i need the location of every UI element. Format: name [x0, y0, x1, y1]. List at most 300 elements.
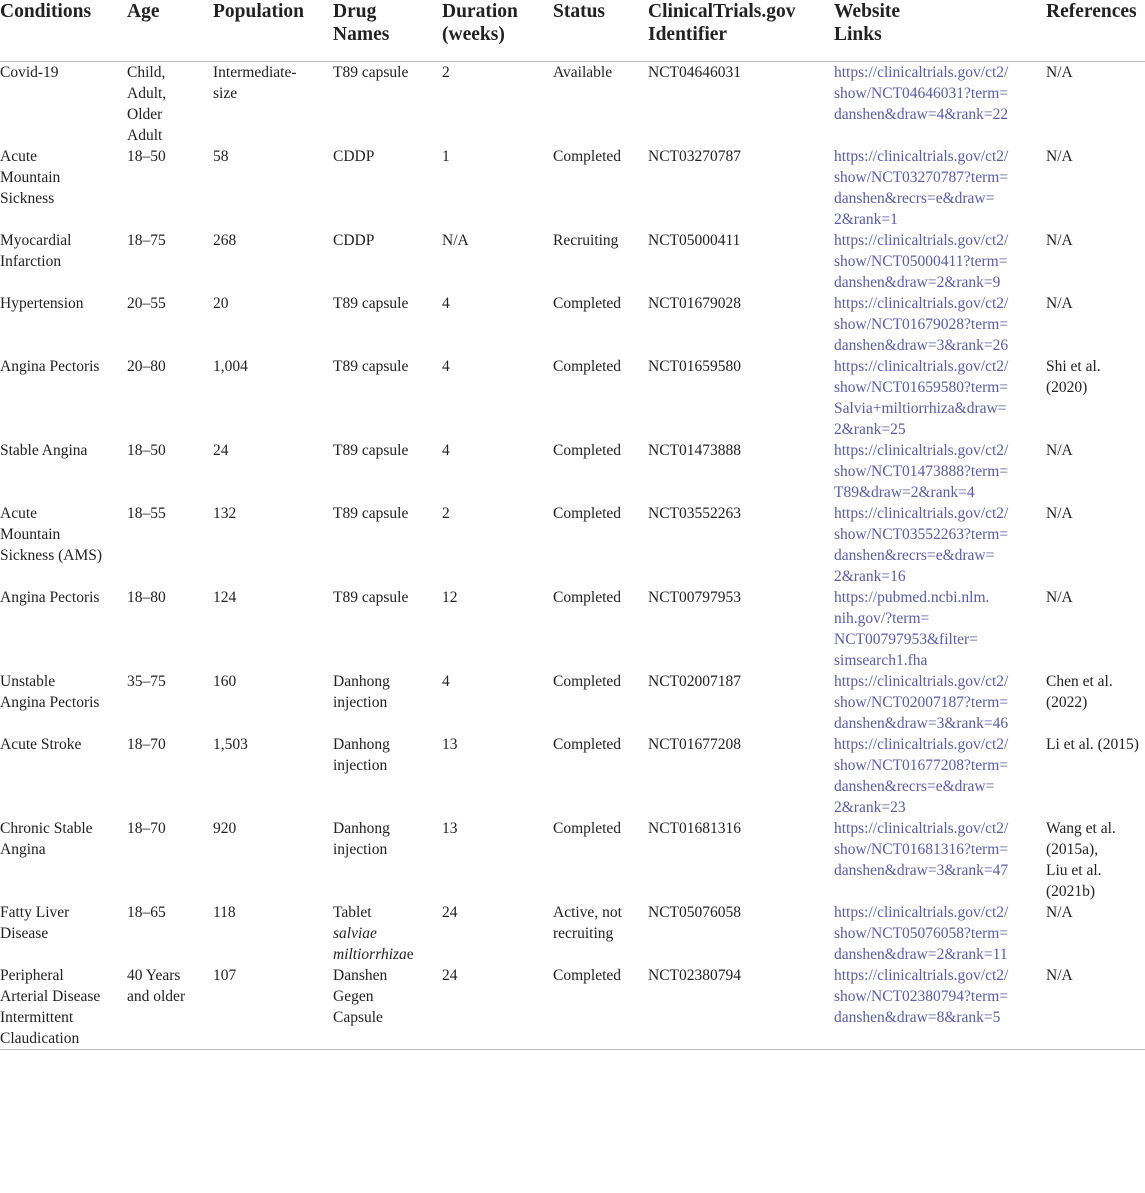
cell-identifier-value: NCT05076058 — [648, 904, 741, 921]
cell-duration-value: 13 — [442, 736, 458, 753]
cell-drug-name — [333, 503, 442, 587]
cell-condition-line: Disease — [0, 925, 49, 942]
cell-website-link-line[interactable]: https://clinicaltrials.gov/ct2/ — [834, 295, 1009, 312]
cell-population — [213, 293, 333, 356]
cell-age — [127, 965, 213, 1049]
cell-website-link-line[interactable]: danshen&recrs=e&draw= — [834, 778, 995, 795]
cell-drug-name — [333, 965, 442, 1049]
cell-age-line: 20–80 — [127, 358, 166, 375]
cell-identifier-value: NCT00797953 — [648, 589, 741, 606]
cell-age — [127, 818, 213, 902]
cell-website-link[interactable] — [834, 587, 1046, 671]
cell-website-link-line[interactable]: danshen&recrs=e&draw= — [834, 190, 995, 207]
table-row — [0, 62, 1145, 147]
cell-references — [1046, 818, 1145, 902]
cell-duration-value: 4 — [442, 295, 450, 312]
header-status: Status — [553, 0, 648, 62]
cell-population-line: 268 — [213, 232, 237, 249]
cell-condition — [0, 671, 127, 734]
cell-age-line: 18–55 — [127, 505, 166, 522]
cell-status-line: Completed — [553, 442, 622, 459]
cell-drug-name-line: Danhong — [333, 673, 390, 690]
cell-references-line: Wang et al. — [1046, 820, 1116, 837]
cell-website-link[interactable] — [834, 146, 1046, 230]
cell-drug-name — [333, 146, 442, 230]
cell-age-line: 18–70 — [127, 820, 166, 837]
cell-identifier — [648, 671, 834, 734]
cell-duration — [442, 440, 553, 503]
table-bottom-rule — [0, 1049, 1145, 1050]
cell-age-line: Adult, — [127, 85, 167, 102]
cell-status-line: recruiting — [553, 925, 614, 942]
cell-references — [1046, 671, 1145, 734]
cell-duration-value: 24 — [442, 904, 458, 921]
header-identifier: ClinicalTrials.gov Identifier — [648, 0, 834, 62]
cell-age-line: 18–65 — [127, 904, 166, 921]
cell-condition — [0, 146, 127, 230]
cell-condition-line: Acute — [0, 148, 38, 165]
cell-references-line: Shi et al. — [1046, 358, 1101, 375]
cell-duration-value: 4 — [442, 358, 450, 375]
cell-status-line: Completed — [553, 673, 622, 690]
cell-identifier-value: NCT03552263 — [648, 505, 741, 522]
cell-website-link-line[interactable]: show/NCT03552263?term= — [834, 526, 1009, 543]
cell-identifier — [648, 440, 834, 503]
table-row — [0, 587, 1145, 671]
cell-age — [127, 503, 213, 587]
cell-references-line: N/A — [1046, 232, 1073, 249]
table-row — [0, 503, 1145, 587]
cell-identifier — [648, 587, 834, 671]
cell-status — [553, 293, 648, 356]
cell-identifier-value: NCT01473888 — [648, 442, 741, 459]
cell-website-link-line[interactable]: simsearch1.fha — [834, 652, 928, 669]
cell-status — [553, 356, 648, 440]
cell-drug-name-line: Danshen — [333, 967, 388, 984]
cell-duration — [442, 902, 553, 965]
cell-drug-name-line: Gegen — [333, 988, 374, 1005]
cell-website-link-line[interactable]: 2&rank=1 — [834, 211, 898, 228]
cell-status — [553, 734, 648, 818]
cell-population — [213, 356, 333, 440]
cell-status-line: Completed — [553, 589, 622, 606]
cell-status — [553, 62, 648, 147]
cell-website-link-line[interactable]: show/NCT04646031?term= — [834, 85, 1009, 102]
cell-website-link-line[interactable]: show/NCT01681316?term= — [834, 841, 1009, 858]
cell-age — [127, 440, 213, 503]
cell-website-link-line[interactable]: T89&draw=2&rank=4 — [834, 484, 975, 501]
cell-website-link-line[interactable]: Salvia+miltiorrhiza&draw= — [834, 400, 1007, 417]
cell-drug-name-line: CDDP — [333, 232, 375, 249]
cell-condition-line: Covid-19 — [0, 64, 59, 81]
cell-website-link[interactable] — [834, 671, 1046, 734]
cell-identifier-value: NCT01659580 — [648, 358, 741, 375]
cell-drug-name-line: injection — [333, 757, 388, 774]
cell-references — [1046, 230, 1145, 293]
cell-drug-name-suffix: e — [406, 946, 414, 963]
cell-identifier — [648, 62, 834, 147]
cell-website-link[interactable] — [834, 440, 1046, 503]
cell-population-line: 107 — [213, 967, 237, 984]
cell-drug-name-line: T89 capsule — [333, 295, 409, 312]
cell-population-line: 124 — [213, 589, 237, 606]
cell-references-line: Chen et al. — [1046, 673, 1113, 690]
cell-age — [127, 230, 213, 293]
cell-population — [213, 587, 333, 671]
cell-status-line: Completed — [553, 505, 622, 522]
cell-population-line: 58 — [213, 148, 229, 165]
table-row — [0, 734, 1145, 818]
cell-condition — [0, 965, 127, 1049]
cell-condition-line: Arterial Disease — [0, 988, 101, 1005]
cell-website-link[interactable] — [834, 818, 1046, 902]
cell-identifier — [648, 902, 834, 965]
cell-references — [1046, 293, 1145, 356]
cell-references — [1046, 734, 1145, 818]
cell-population — [213, 230, 333, 293]
cell-condition-line: Mountain — [0, 169, 61, 186]
cell-website-link-line[interactable]: https://clinicaltrials.gov/ct2/ — [834, 967, 1009, 984]
cell-website-link-line[interactable]: https://clinicaltrials.gov/ct2/ — [834, 64, 1009, 81]
cell-identifier — [648, 356, 834, 440]
header-age: Age — [127, 0, 213, 62]
cell-website-link-line[interactable]: https://clinicaltrials.gov/ct2/ — [834, 505, 1009, 522]
cell-condition-line: Fatty Liver — [0, 904, 70, 921]
cell-drug-name-italic: miltiorrhiza — [333, 946, 407, 963]
cell-drug-name — [333, 62, 442, 147]
cell-website-link-line[interactable]: https://clinicaltrials.gov/ct2/ — [834, 736, 1009, 753]
header-duration: Duration (weeks) — [442, 0, 553, 62]
cell-age — [127, 146, 213, 230]
cell-drug-name — [333, 818, 442, 902]
cell-website-link-line[interactable]: danshen&recrs=e&draw= — [834, 547, 995, 564]
cell-website-link-line[interactable]: danshen&draw=3&rank=26 — [834, 337, 1009, 354]
cell-condition-line: Angina Pectoris — [0, 694, 100, 711]
cell-age-line: 40 Years — [127, 967, 181, 984]
cell-references-line: (2021b) — [1046, 883, 1096, 900]
cell-references-line: N/A — [1046, 148, 1073, 165]
cell-duration — [442, 818, 553, 902]
cell-status — [553, 146, 648, 230]
cell-website-link-line[interactable]: show/NCT01677208?term= — [834, 757, 1009, 774]
cell-status — [553, 818, 648, 902]
cell-references — [1046, 965, 1145, 1049]
cell-status-line: Completed — [553, 148, 622, 165]
cell-age-line: and older — [127, 988, 186, 1005]
cell-duration-value: 1 — [442, 148, 450, 165]
cell-drug-name — [333, 230, 442, 293]
cell-population-line: 20 — [213, 295, 229, 312]
cell-drug-name-line: Danhong — [333, 820, 390, 837]
cell-website-link-line[interactable]: https://clinicaltrials.gov/ct2/ — [834, 232, 1009, 249]
cell-drug-name-line: injection — [333, 841, 388, 858]
cell-condition-line: Sickness (AMS) — [0, 547, 103, 564]
cell-age-line: 18–50 — [127, 148, 166, 165]
cell-age — [127, 356, 213, 440]
table-row — [0, 356, 1145, 440]
cell-identifier — [648, 293, 834, 356]
cell-population-line: size — [213, 85, 238, 102]
cell-population — [213, 734, 333, 818]
cell-website-link-line[interactable]: danshen&draw=2&rank=11 — [834, 946, 1008, 963]
cell-duration — [442, 62, 553, 147]
cell-population — [213, 965, 333, 1049]
cell-references-line: (2015a), — [1046, 841, 1099, 858]
cell-condition-line: Infarction — [0, 253, 62, 270]
cell-references-line: (2020) — [1046, 379, 1088, 396]
table-row — [0, 440, 1145, 503]
cell-population-line: 118 — [213, 904, 236, 921]
cell-duration-value: 2 — [442, 64, 450, 81]
cell-condition-line: Chronic Stable — [0, 820, 93, 837]
cell-references-line: N/A — [1046, 967, 1073, 984]
cell-age-line: 18–50 — [127, 442, 166, 459]
cell-duration — [442, 230, 553, 293]
table-row — [0, 902, 1145, 965]
cell-condition-line: Acute — [0, 505, 38, 522]
cell-population — [213, 902, 333, 965]
table-row — [0, 146, 1145, 230]
cell-references-line: (2022) — [1046, 694, 1088, 711]
cell-condition — [0, 230, 127, 293]
cell-age — [127, 62, 213, 147]
cell-condition — [0, 356, 127, 440]
cell-website-link-line[interactable]: https://clinicaltrials.gov/ct2/ — [834, 820, 1009, 837]
cell-status — [553, 503, 648, 587]
cell-website-link-line[interactable]: nih.gov/?term= — [834, 610, 930, 627]
cell-status — [553, 587, 648, 671]
cell-website-link[interactable] — [834, 965, 1046, 1049]
cell-condition-line: Angina Pectoris — [0, 358, 100, 375]
cell-duration-value: 12 — [442, 589, 458, 606]
cell-references — [1046, 146, 1145, 230]
cell-drug-name-line: CDDP — [333, 148, 375, 165]
cell-website-link[interactable] — [834, 356, 1046, 440]
cell-population — [213, 440, 333, 503]
cell-website-link-line[interactable]: show/NCT01473888?term= — [834, 463, 1009, 480]
cell-website-link[interactable] — [834, 62, 1046, 147]
cell-population-line: 132 — [213, 505, 237, 522]
cell-website-link-line[interactable]: https://clinicaltrials.gov/ct2/ — [834, 673, 1009, 690]
cell-duration — [442, 146, 553, 230]
cell-website-link-line[interactable]: NCT00797953&filter= — [834, 631, 978, 648]
cell-website-link-line[interactable]: https://clinicaltrials.gov/ct2/ — [834, 442, 1009, 459]
cell-status-line: Available — [553, 64, 613, 81]
cell-age-line: 18–70 — [127, 736, 166, 753]
header-population: Population — [213, 0, 333, 62]
cell-identifier-value: NCT04646031 — [648, 64, 741, 81]
table-row — [0, 818, 1145, 902]
cell-drug-name-line: Tablet — [333, 904, 372, 921]
cell-website-link[interactable] — [834, 503, 1046, 587]
cell-status-line: Recruiting — [553, 232, 619, 249]
cell-age-line: Adult — [127, 127, 163, 144]
cell-identifier-value: NCT05000411 — [648, 232, 741, 249]
cell-condition-line: Intermittent — [0, 1009, 74, 1026]
table-row — [0, 671, 1145, 734]
cell-duration — [442, 293, 553, 356]
cell-condition-line: Acute Stroke — [0, 736, 82, 753]
cell-condition-line: Hypertension — [0, 295, 84, 312]
table-row — [0, 230, 1145, 293]
cell-references-line: N/A — [1046, 295, 1073, 312]
cell-age-line: 18–80 — [127, 589, 166, 606]
cell-drug-name-line: T89 capsule — [333, 442, 409, 459]
cell-population — [213, 671, 333, 734]
cell-duration-value: 24 — [442, 967, 458, 984]
cell-website-link-line[interactable]: 2&rank=25 — [834, 421, 906, 438]
cell-condition-line: Peripheral — [0, 967, 64, 984]
cell-condition-line: Claudication — [0, 1030, 80, 1047]
header-conditions: Conditions — [0, 0, 127, 62]
cell-website-link-line[interactable]: https://clinicaltrials.gov/ct2/ — [834, 358, 1009, 375]
cell-condition-line: Stable Angina — [0, 442, 88, 459]
cell-drug-name — [333, 671, 442, 734]
cell-references-line: N/A — [1046, 505, 1073, 522]
cell-website-link-line[interactable]: https://pubmed.ncbi.nlm. — [834, 589, 990, 606]
cell-duration — [442, 356, 553, 440]
cell-condition-line: Angina Pectoris — [0, 589, 100, 606]
cell-condition-line: Unstable — [0, 673, 56, 690]
cell-identifier-value: NCT02380794 — [648, 967, 741, 984]
cell-references-line: Li et al. (2015) — [1046, 736, 1139, 753]
cell-status — [553, 965, 648, 1049]
header-references: References — [1046, 0, 1145, 62]
table-row — [0, 293, 1145, 356]
cell-duration — [442, 734, 553, 818]
cell-status — [553, 671, 648, 734]
cell-age — [127, 293, 213, 356]
cell-drug-name-line: injection — [333, 694, 388, 711]
cell-website-link[interactable] — [834, 230, 1046, 293]
cell-population-line: 24 — [213, 442, 229, 459]
cell-identifier — [648, 230, 834, 293]
cell-duration — [442, 587, 553, 671]
cell-identifier — [648, 965, 834, 1049]
cell-references — [1046, 440, 1145, 503]
cell-age-line: Older — [127, 106, 163, 123]
cell-identifier — [648, 818, 834, 902]
cell-condition — [0, 62, 127, 147]
cell-website-link[interactable] — [834, 293, 1046, 356]
cell-references — [1046, 902, 1145, 965]
cell-website-link-line[interactable]: danshen&draw=3&rank=47 — [834, 862, 1009, 879]
cell-references — [1046, 503, 1145, 587]
cell-age-line: Child, — [127, 64, 166, 81]
cell-population-line: 1,503 — [213, 736, 248, 753]
cell-status — [553, 230, 648, 293]
cell-identifier-value: NCT01679028 — [648, 295, 741, 312]
cell-website-link-line[interactable]: show/NCT03270787?term= — [834, 169, 1009, 186]
cell-identifier — [648, 734, 834, 818]
cell-drug-name — [333, 356, 442, 440]
cell-status-line: Completed — [553, 295, 622, 312]
cell-website-link-line[interactable]: https://clinicaltrials.gov/ct2/ — [834, 904, 1009, 921]
cell-website-link-line[interactable]: https://clinicaltrials.gov/ct2/ — [834, 148, 1009, 165]
cell-duration-value: 4 — [442, 442, 450, 459]
cell-age — [127, 671, 213, 734]
cell-condition — [0, 734, 127, 818]
cell-references-line: N/A — [1046, 589, 1073, 606]
cell-drug-name — [333, 587, 442, 671]
cell-website-link-line[interactable]: show/NCT01679028?term= — [834, 316, 1009, 333]
cell-drug-name — [333, 440, 442, 503]
cell-duration-value: 13 — [442, 820, 458, 837]
cell-status-line: Completed — [553, 358, 622, 375]
cell-website-link-line[interactable]: danshen&draw=4&rank=22 — [834, 106, 1009, 123]
cell-duration — [442, 503, 553, 587]
cell-age — [127, 734, 213, 818]
cell-status-line: Active, not — [553, 904, 622, 921]
cell-website-link-line[interactable]: 2&rank=16 — [834, 568, 906, 585]
cell-condition-line: Angina — [0, 841, 46, 858]
cell-population-line: 160 — [213, 673, 237, 690]
table-header-row — [0, 0, 1145, 62]
cell-population-line: 920 — [213, 820, 237, 837]
cell-condition — [0, 503, 127, 587]
cell-condition — [0, 587, 127, 671]
cell-identifier-value: NCT03270787 — [648, 148, 741, 165]
cell-drug-name-line: T89 capsule — [333, 358, 409, 375]
cell-drug-name-italic: salviae — [333, 925, 377, 942]
table-row — [0, 965, 1145, 1049]
cell-website-link-line[interactable]: show/NCT05000411?term= — [834, 253, 1008, 270]
cell-age-line: 35–75 — [127, 673, 166, 690]
table-body — [0, 62, 1145, 1050]
cell-identifier — [648, 146, 834, 230]
cell-condition — [0, 293, 127, 356]
cell-population — [213, 62, 333, 147]
cell-references — [1046, 356, 1145, 440]
cell-age — [127, 587, 213, 671]
cell-duration-value: 2 — [442, 505, 450, 522]
cell-website-link-line[interactable]: danshen&draw=3&rank=46 — [834, 715, 1009, 732]
cell-status-line: Completed — [553, 967, 622, 984]
cell-drug-name — [333, 902, 442, 965]
cell-age-line: 18–75 — [127, 232, 166, 249]
cell-drug-name-line: T89 capsule — [333, 505, 409, 522]
cell-condition-line: Sickness — [0, 190, 55, 207]
cell-website-link-line[interactable]: show/NCT01659580?term= — [834, 379, 1009, 396]
cell-duration-value: N/A — [442, 232, 469, 249]
cell-website-link[interactable] — [834, 734, 1046, 818]
cell-references-line: N/A — [1046, 904, 1073, 921]
cell-status — [553, 902, 648, 965]
cell-references-line: N/A — [1046, 64, 1073, 81]
cell-website-link-line[interactable]: show/NCT05076058?term= — [834, 925, 1009, 942]
cell-website-link-line[interactable]: danshen&draw=8&rank=5 — [834, 1009, 1001, 1026]
cell-population-line: 1,004 — [213, 358, 248, 375]
header-website-links: Website Links — [834, 0, 1046, 62]
cell-website-link-line[interactable]: show/NCT02007187?term= — [834, 694, 1009, 711]
cell-drug-name-line: Danhong — [333, 736, 390, 753]
cell-identifier-value: NCT01681316 — [648, 820, 741, 837]
header-drug-names: Drug Names — [333, 0, 442, 62]
cell-status — [553, 440, 648, 503]
cell-population — [213, 503, 333, 587]
cell-status-line: Completed — [553, 736, 622, 753]
cell-age-line: 20–55 — [127, 295, 166, 312]
cell-references-line: N/A — [1046, 442, 1073, 459]
cell-website-link-line[interactable]: danshen&draw=2&rank=9 — [834, 274, 1001, 291]
cell-population — [213, 146, 333, 230]
cell-website-link-line[interactable]: show/NCT02380794?term= — [834, 988, 1009, 1005]
cell-drug-name-line: Capsule — [333, 1009, 383, 1026]
cell-website-link-line[interactable]: 2&rank=23 — [834, 799, 906, 816]
cell-duration-value: 4 — [442, 673, 450, 690]
cell-references — [1046, 62, 1145, 147]
cell-website-link[interactable] — [834, 902, 1046, 965]
